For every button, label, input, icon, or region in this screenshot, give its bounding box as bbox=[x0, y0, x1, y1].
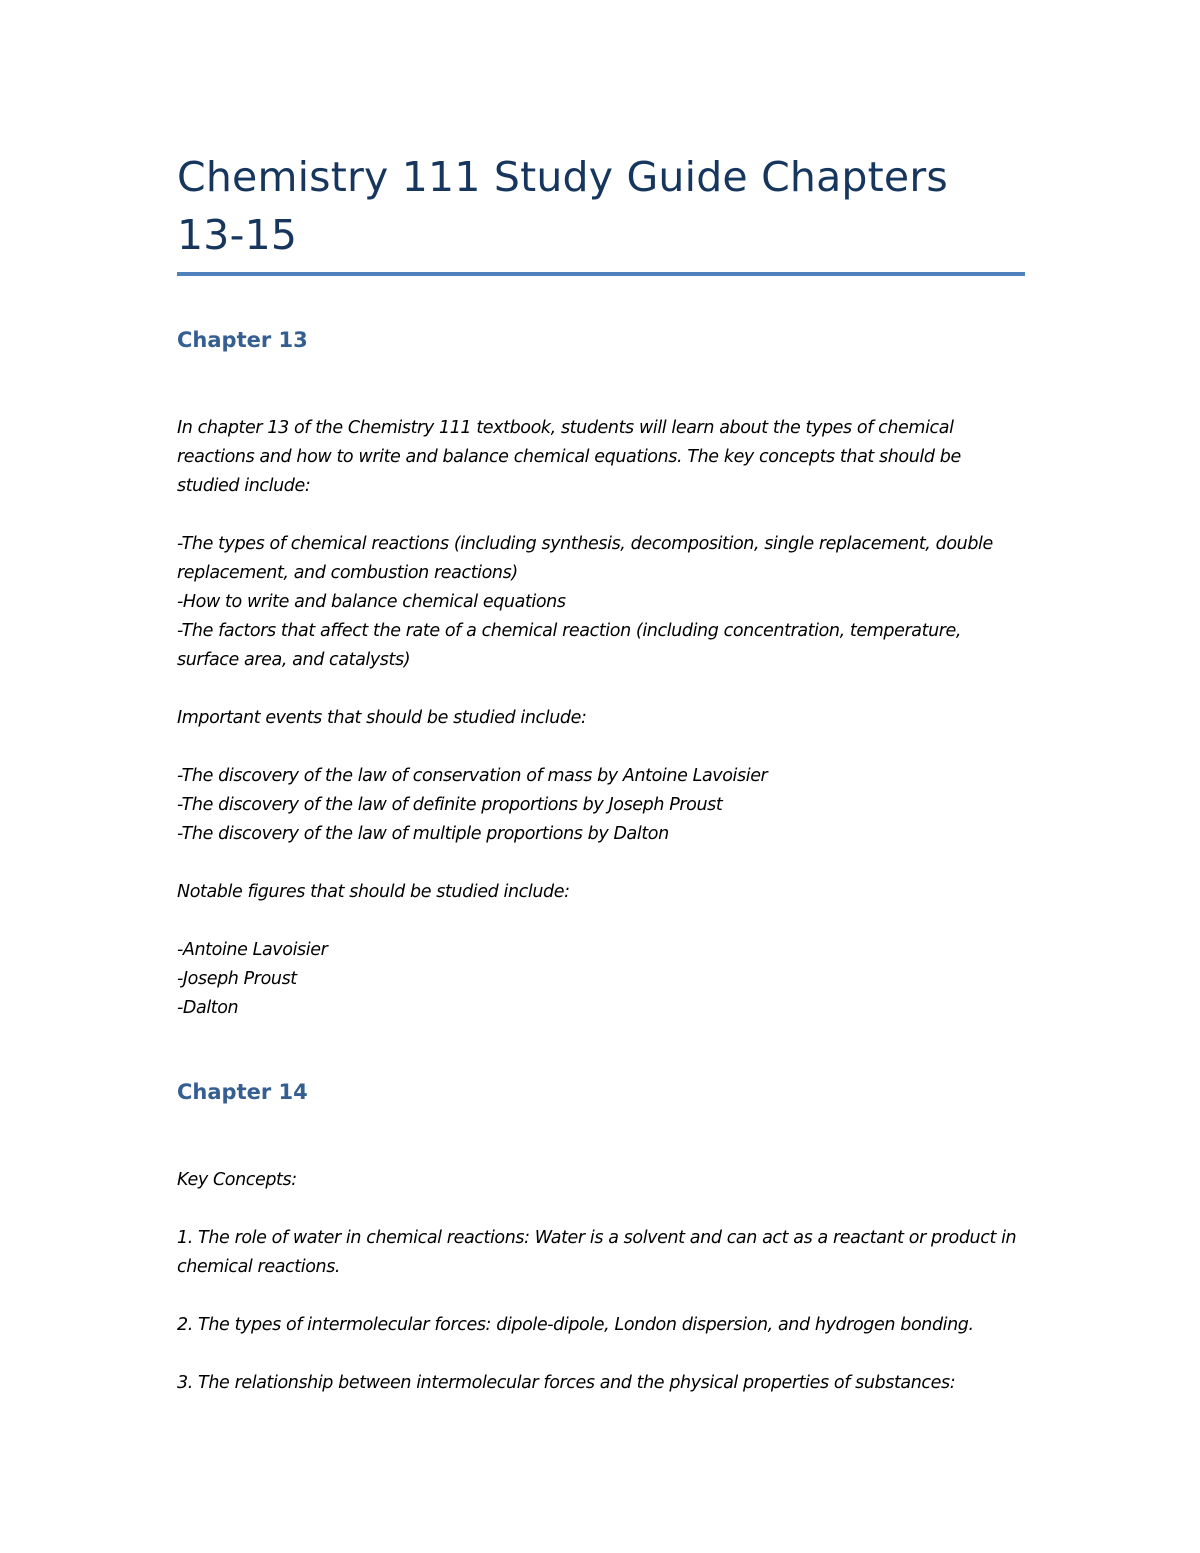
document-title-line-2: 13-15 bbox=[177, 211, 298, 259]
chapter-13-figures-list bbox=[177, 936, 1025, 1023]
title-underline bbox=[177, 272, 1025, 276]
chapter-14-key-concepts-label: Key Concepts: bbox=[177, 1170, 297, 1190]
chapter-13-events-list bbox=[177, 762, 1025, 849]
list-item: -The discovery of the law of multiple proportions by Dalton bbox=[177, 824, 669, 844]
list-item: -The discovery of the law of conservation of mass by Antoine Lavoisier bbox=[177, 766, 768, 786]
list-item: -The types of chemical reactions (including synthesis, decomposition, single replacement, double replacement, and combustion reactions) bbox=[177, 534, 993, 583]
list-item: -The factors that affect the rate of a chemical reaction (including concentration, temperature, surface area, and catalysts) bbox=[177, 621, 962, 670]
document-body bbox=[177, 323, 1025, 1398]
chapter-13-figures-intro: Notable figures that should be studied include: bbox=[177, 882, 570, 902]
chapter-13-heading: Chapter 13 bbox=[177, 328, 308, 352]
chapter-13-events-intro: Important events that should be studied include: bbox=[177, 708, 587, 728]
chapter-14-item-1: 1. The role of water in chemical reactions: Water is a solvent and can act as a reactant or product in chemical reactions. bbox=[177, 1228, 1017, 1277]
list-item: -The discovery of the law of definite proportions by Joseph Proust bbox=[177, 795, 723, 815]
list-item: -Joseph Proust bbox=[177, 969, 297, 989]
chapter-14-item-3: 3. The relationship between intermolecular forces and the physical properties of substances: bbox=[177, 1373, 956, 1393]
chapter-13-intro: In chapter 13 of the Chemistry 111 textbook, students will learn about the types of chemical reactions and how to write and balance chemical equations. The key concepts that should be studied include: bbox=[177, 418, 961, 496]
chapter-14-item-2: 2. The types of intermolecular forces: dipole-dipole, London dispersion, and hydrogen bonding. bbox=[177, 1315, 974, 1335]
title-block bbox=[177, 148, 1025, 264]
chapter-13-concepts-list bbox=[177, 530, 1025, 675]
list-item: -Antoine Lavoisier bbox=[177, 940, 328, 960]
list-item: -Dalton bbox=[177, 998, 239, 1018]
list-item: -How to write and balance chemical equations bbox=[177, 592, 566, 612]
chapter-14-heading: Chapter 14 bbox=[177, 1080, 308, 1104]
document-title-line-1: Chemistry 111 Study Guide Chapters bbox=[177, 153, 948, 201]
